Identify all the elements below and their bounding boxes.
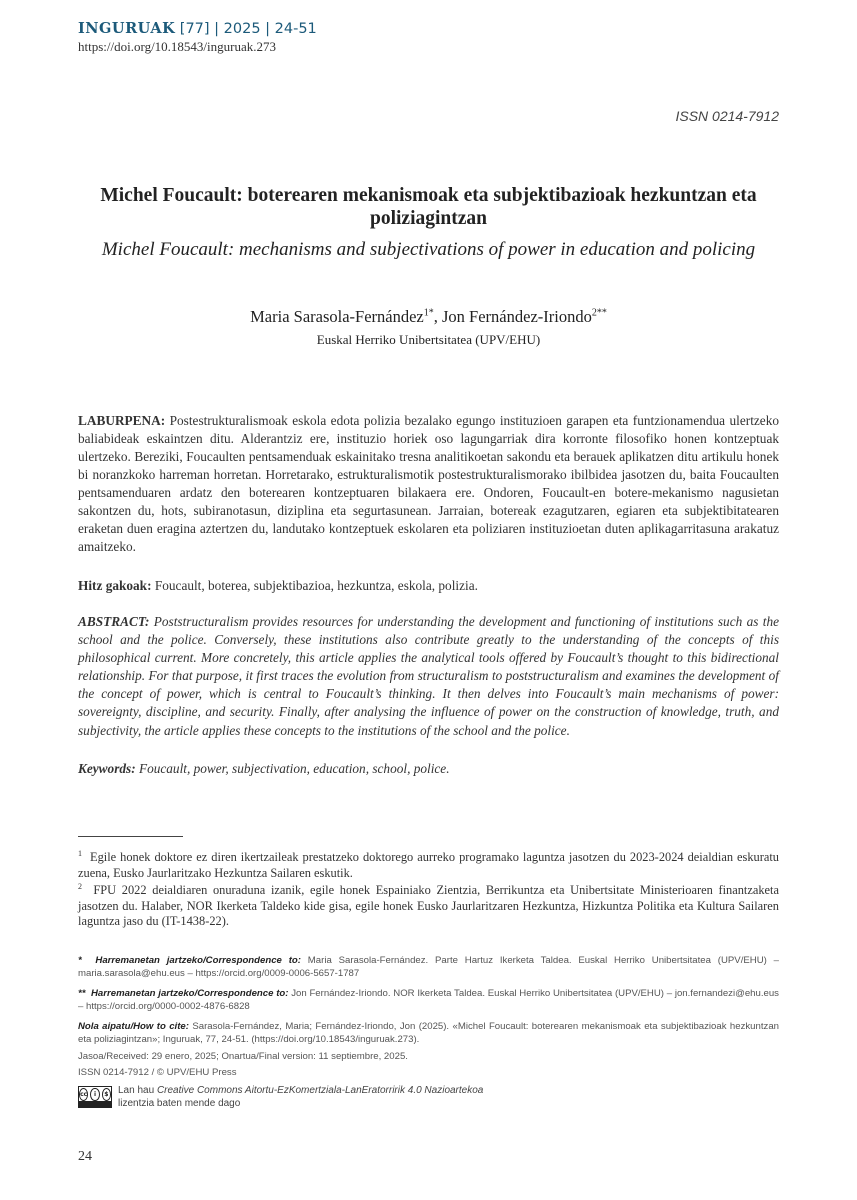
footnote-number: 2: [78, 882, 82, 891]
nc-icon: $: [102, 1088, 111, 1101]
author-separator: ,: [433, 307, 443, 326]
author-list: [78, 307, 779, 327]
correspondence-entry: [78, 954, 779, 980]
journal-name: INGURUAK: [78, 20, 176, 37]
doi-link[interactable]: https://doi.org/10.18543/inguruak.273: [78, 39, 277, 54]
article-title-basque: Michel Foucault: boterearen mekanismoak eta subjektibazioak hezkuntzan eta poliziagintzan: [100, 185, 757, 229]
by-icon: i: [90, 1088, 99, 1101]
footnote-number: 1: [78, 849, 82, 858]
abstract-text: Poststructuralism provides resources for understanding the development and functioning of institutions such as the school and the police. Conversely, these institutions also contribute greatly to the understanding of the concepts of this philosophical current. More concretely, this article applies the analytical tools offered by Foucault’s thought to this bidirectional relationship. For that purpose, it first traces the evolution from structuralism to poststructuralism and examines the development of the concept of power, which is central to Foucault’s thinking. It then delves into Foucault’s main mechanisms of power: sovereignty, discipline, and security. Finally, after analysing the influence of power on the construction of knowledge, truth, and subjectivity, the article applies these concepts to the institutions of the school and the police.: [78, 614, 779, 738]
keywords-basque: [78, 578, 779, 594]
correspondence-label: Harremanetan jartzeko/Correspondence to:: [95, 955, 301, 966]
correspondence-mark: *: [78, 955, 82, 966]
footnote-item: [78, 879, 779, 930]
keywords-text: Foucault, power, subjectivation, education, school, police.: [138, 761, 450, 776]
cc-icon: cc: [79, 1088, 88, 1101]
correspondence-entry: [78, 987, 779, 1013]
license-name[interactable]: Creative Commons Aitortu-EzKomertziala-LanEratorririk 4.0 Nazioartekoa: [156, 1085, 484, 1096]
keywords-label: Keywords:: [78, 761, 136, 776]
abstract-label: LABURPENA:: [78, 413, 166, 428]
abstract-text: Postestrukturalismoak eskola edota polizia bezalako egungo instituzioen garapen eta funtzionamendua ulertzeko baliabideak eskaintzen ditu. Alderantziz ere, instituzio horiek oso lagungarriak dira korronte filosofiko honen kontzeptuak ulertzeko. Bereziki, Foucaulten pentsamenduak eskainitako tresna analitikoetan sakondu eta berauek aplikatzen ditu artikulu honek bi noranzkoko harreman horretan. Horretarako, estrukturalismotik postestrukturalismorako ibilbidea jasotzen du, baita Foucaulten pentsamenduaren ardatz den boterearen kontzeptuaren bilakaera ere. Ondoren, Foucault-en botere-mekanismo nagusietan sakontzen du, hots, subiranotasun, diziplina eta segurtasunean. Jarraian, botereak ezagutzaren, egiaren eta subjektibitatearen eraketan duen eragina aztertzen du, landutako kontzeptuek eskolaren eta poliziaren instituzioetan duten aplikagarritasuna arakatuz amaitzeko.: [78, 413, 779, 555]
footnote-item: [78, 846, 779, 881]
license-text: [118, 1084, 483, 1110]
keywords-label: Hitz gakoak:: [78, 578, 152, 593]
license-suffix: lizentzia baten mende dago: [118, 1098, 241, 1109]
author-name: Jon Fernández-Iriondo: [442, 307, 592, 326]
footnote-text: FPU 2022 deialdiaren onuraduna izanik, egile honek Espainiako Zientzia, Berrikuntza eta Unibertsitate Ministerioaren finantzaketa jasotzen du. Halaber, NOR Ikerketa Taldeko kide gisa, egile honek Eusko Jaurlaritzaren Hezkuntza, Hizkuntza Politika eta Kultura Sailaren laguntza jaso du (IT-1438-22).: [78, 883, 779, 929]
license-prefix: Lan hau: [118, 1085, 157, 1096]
affiliation: Euskal Herriko Unibertsitatea (UPV/EHU): [316, 332, 541, 347]
abstract-english: [78, 613, 779, 740]
author-name: Maria Sarasola-Fernández: [250, 307, 424, 326]
abstract-label: ABSTRACT:: [78, 614, 150, 629]
correspondence-text: Jon Fernández-Iriondo. NOR Ikerketa Taldea. Euskal Herriko Unibertsitatea (UPV/EHU) – jon.fernandezi@ehu.eus – https://orcid.org/0000-0002-4876-6828: [78, 988, 779, 1012]
footnote-mark[interactable]: 2**: [591, 307, 607, 319]
how-to-cite: [78, 1020, 779, 1046]
correspondence-mark: **: [78, 988, 86, 999]
issn-press: ISSN 0214-7912 / © UPV/EHU Press: [78, 1067, 237, 1078]
article-title-english: Michel Foucault: mechanisms and subjectivations of power in education and policing: [101, 239, 756, 260]
correspondence-text: Maria Sarasola-Fernández. Parte Hartuz Ikerketa Taldea. Euskal Herriko Unibertsitatea (UPV/EHU) – maria.sarasola@ehu.eus – https://orcid.org/0009-0006-5657-1787: [78, 955, 779, 979]
footnote-divider: [78, 836, 183, 837]
page-number: 24: [78, 1149, 92, 1164]
abstract-basque: [78, 412, 779, 556]
keywords-english: [78, 761, 779, 777]
correspondence-label: Harremanetan jartzeko/Correspondence to:: [91, 988, 289, 999]
journal-issue-meta: [77] | 2025 | 24-51: [175, 21, 317, 37]
citation-text: Sarasola-Fernández, Maria; Fernández-Iriondo, Jon (2025). «Michel Foucault: boterearen mekanismoak eta subjektibazioak hezkuntzan eta poliziagintzan»; Inguruak, 77, 24-51. (https://doi.org/10.18543/inguruak.273).: [78, 1021, 779, 1045]
received-dates: Jasoa/Received: 29 enero, 2025; Onartua/Final version: 11 septiembre, 2025.: [78, 1051, 408, 1062]
issn-label: ISSN 0214-7912: [675, 108, 779, 124]
footnote-text: Egile honek doktore ez diren ikertzaileak prestatzeko doktorego aurreko programako laguntza jasotzen du 2023-2024 deialdian eskuratu zuena, Eusko Jaurlaritzako Hezkuntza Sailaren eskutik.: [78, 850, 779, 880]
journal-header: [78, 20, 317, 38]
footnote-mark[interactable]: 1*: [423, 307, 434, 319]
citation-label: Nola aipatu/How to cite:: [78, 1021, 189, 1032]
keywords-text: Foucault, boterea, subjektibazioa, hezkuntza, eskola, polizia.: [154, 578, 478, 593]
creative-commons-badge-icon[interactable]: [78, 1086, 112, 1108]
